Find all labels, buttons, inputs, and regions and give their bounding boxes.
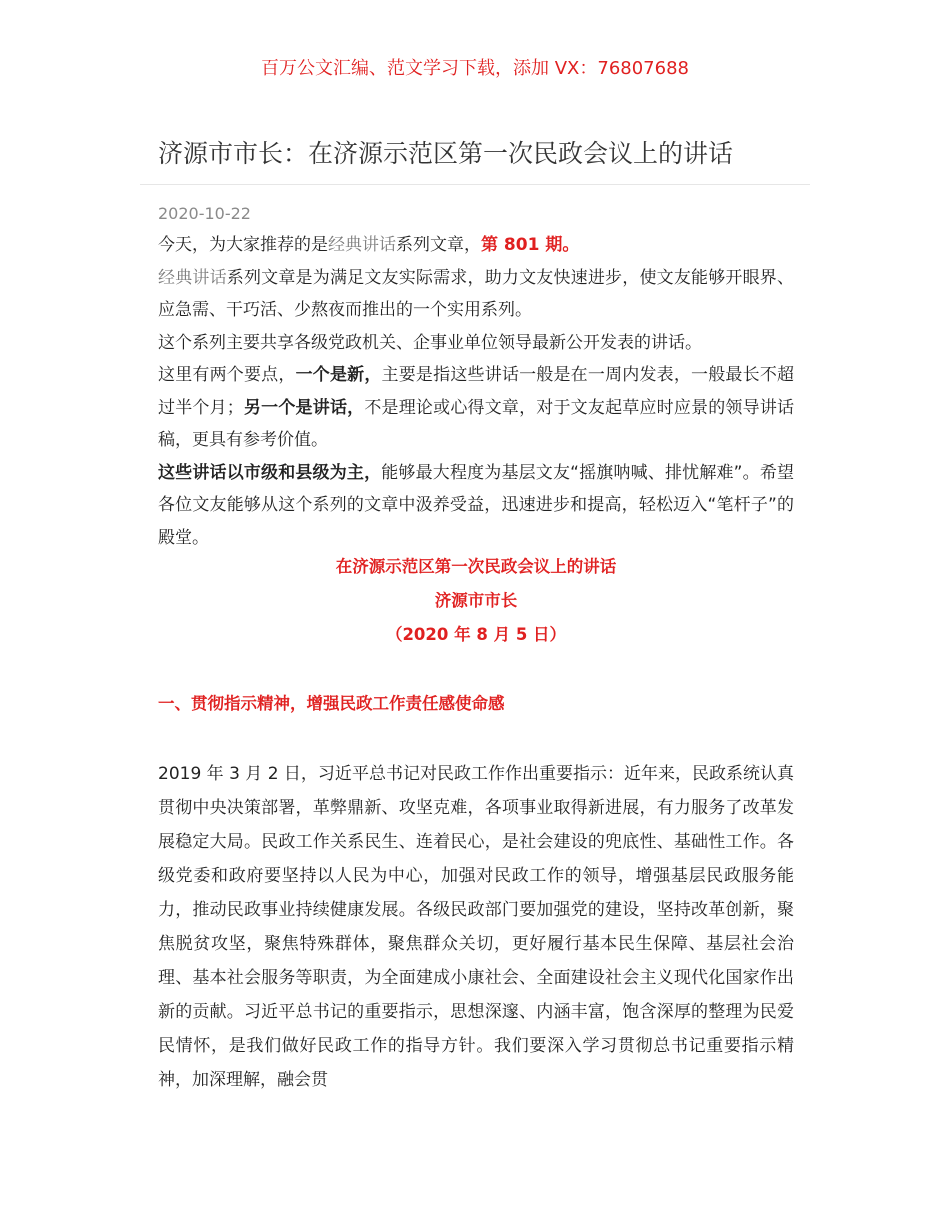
point-two: 另一个是讲话， <box>243 397 365 418</box>
title-divider <box>140 184 810 185</box>
series-name: 经典讲话 <box>328 235 396 255</box>
section-body-1: 2019 年 3 月 2 日，习近平总书记对民政工作作出重要指示：近年来，民政系统认真贯彻中央决策部署，革弊鼎新、攻坚克难，各项事业取得新进展，有力服务了改革发展稳定大局。民政工作关系民生、连着民心，是社会建设的兜底性、基础性工作。各级党委和政府要坚持以人民为中心，加强对民政工作的领导，增强基层民政服务能力，推动民政事业持续健康发展。各级民政部门要加强党的建设，坚持改革创新，聚焦脱贫攻坚，聚焦特殊群体，聚焦群众关切，更好履行基本民生保障、基层社会治理、基本社会服务等职责，为全面建成小康社会、全面建设社会主义现代化国家作出新的贡献。习近平总书记的重要指示，思想深邃、内涵丰富，饱含深厚的整理为民爱民情怀，是我们做好民政工作的指导方针。我们要深入学习贯彻总书记重要指示精神，加深理解，融会贯 <box>158 764 794 1090</box>
intro-p1-text: 今天，为大家推荐的是 <box>158 235 328 255</box>
intro-paragraph-5 <box>158 457 794 555</box>
article-title: 济源市市长：在济源示范区第一次民政会议上的讲话 <box>158 139 734 168</box>
issue-number: 第 801 期。 <box>481 235 580 255</box>
speech-date: （2020 年 8 月 5 日） <box>385 625 567 644</box>
intro-p4-text-2: 主要是指这些讲话一般是在一周内发表，一般最长不超过半个月； <box>158 365 795 418</box>
intro-p4-text: 这里有两个要点， <box>158 365 296 385</box>
series-intro <box>158 229 794 554</box>
intro-p1-text-2: 系列文章， <box>396 235 481 255</box>
intro-paragraph-2 <box>158 262 794 327</box>
speech-speaker: 济源市市长 <box>434 591 518 610</box>
article-date: 2020-10-22 <box>158 204 251 223</box>
focus-statement: 这些讲话以市级和县级为主， <box>158 462 382 483</box>
section-heading-1: 一、贯彻指示精神，增强民政工作责任感使命感 <box>158 694 505 713</box>
intro-paragraph-1 <box>158 229 794 262</box>
speech-title: 在济源示范区第一次民政会议上的讲话 <box>335 557 617 576</box>
intro-p2-text: 系列文章是为满足文友实际需求，助力文友快速进步，使文友能够开眼界、应急需、干巧活、少熬夜而推出的一个实用系列。 <box>158 267 795 320</box>
intro-p5-text: 能够最大程度为基层文友“摇旗呐喊、排忧解难”。希望各位文友能够从这个系列的文章中汲养受益，迅速进步和提高，轻松迈入“笔杆子”的殿堂。 <box>158 462 794 548</box>
promo-banner: 百万公文汇编、范文学习下载，添加 VX：76807688 <box>261 58 689 79</box>
intro-p4-text-3: 不是理论或心得文章，对于文友起草应时应景的领导讲话稿，更具有参考价值。 <box>158 397 795 450</box>
intro-paragraph-4 <box>158 359 794 457</box>
speech-header <box>158 550 794 652</box>
point-one: 一个是新， <box>295 365 382 385</box>
series-name: 经典讲话 <box>158 267 227 288</box>
intro-paragraph-3: 这个系列主要共享各级党政机关、企事业单位领导最新公开发表的讲话。 <box>158 332 702 353</box>
